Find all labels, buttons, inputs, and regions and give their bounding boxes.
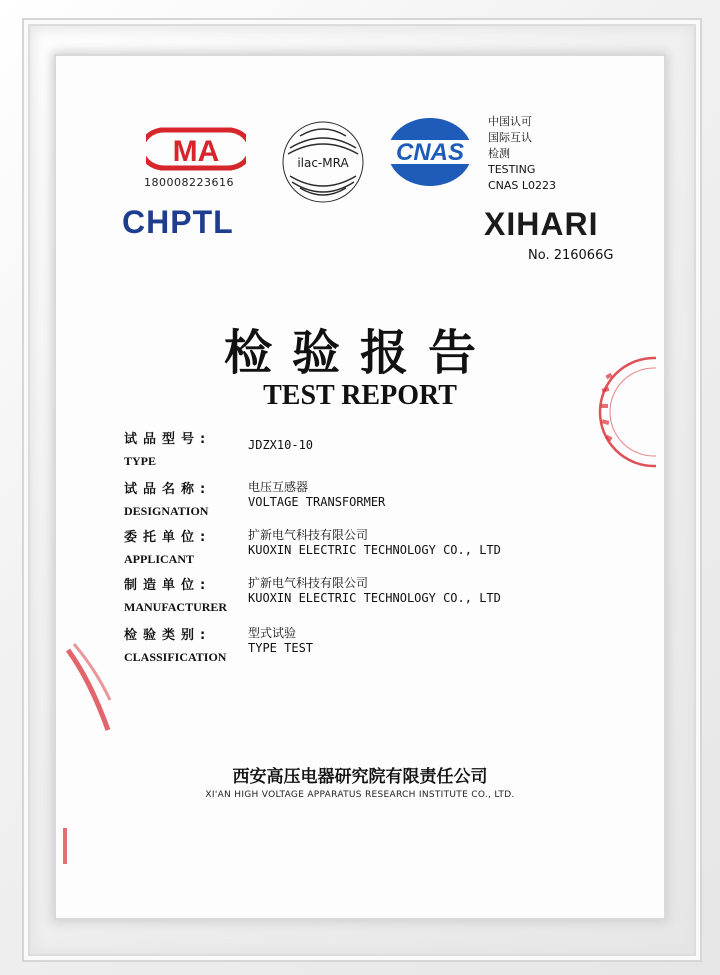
cnas-info-line: 国际互认	[488, 131, 532, 144]
institute-name-cn: 西安高压电器研究院有限责任公司	[232, 767, 488, 787]
red-seal-fragment-icon	[60, 640, 116, 740]
field-value-en: VOLTAGE TRANSFORMER	[248, 495, 386, 509]
field-label-cn: 制造单位:	[124, 578, 212, 593]
field-label-cn: 试品型号:	[124, 432, 212, 447]
field-value-cn: 型式试验	[248, 626, 297, 640]
field-label-cn: 检验类别:	[124, 628, 212, 643]
red-seal-fragment-icon	[58, 826, 72, 866]
field-label-en: CLASSIFICATION	[124, 650, 227, 664]
field-label-en: TYPE	[124, 454, 157, 468]
cnas-info-line: CNAS L0223	[488, 179, 557, 192]
report-number: No. 216066G	[528, 248, 614, 263]
field-value-cn: 扩新电气科技有限公司	[248, 576, 369, 590]
field-value-en: KUOXIN ELECTRIC TECHNOLOGY CO., LTD	[248, 591, 501, 605]
institute-name-en: XI'AN HIGH VOLTAGE APPARATUS RESEARCH INSTITUTE CO., LTD.	[205, 790, 515, 800]
field-applicant	[124, 526, 501, 566]
cnas-info-line: 检测	[488, 147, 510, 160]
field-value-cn: 电压互感器	[248, 480, 309, 494]
field-value-cn: JDZX10-10	[248, 438, 314, 452]
chptl-logo: CHPTL	[122, 204, 234, 240]
official-seal-stamp	[576, 352, 656, 472]
field-designation	[124, 478, 386, 518]
field-value-en: KUOXIN ELECTRIC TECHNOLOGY CO., LTD	[248, 543, 501, 557]
ilac-mra-text: ilac-MRA	[297, 156, 349, 170]
cnas-accreditation-info	[488, 114, 556, 194]
cnas-info-line: TESTING	[488, 163, 536, 176]
cma-logo	[146, 126, 246, 172]
report-cover	[56, 56, 664, 918]
cnas-logo	[384, 116, 476, 188]
field-label-cn: 试品名称:	[124, 482, 212, 497]
report-title-cn: 检验报告	[223, 325, 496, 381]
field-value-en: TYPE TEST	[248, 641, 314, 655]
field-label-en: APPLICANT	[124, 552, 195, 566]
cnas-logo-text: CNAS	[395, 139, 465, 166]
cma-number: 180008223616	[144, 176, 234, 189]
field-manufacturer	[124, 574, 501, 614]
field-label-en: DESIGNATION	[124, 504, 209, 518]
field-classification	[124, 624, 314, 664]
ilac-mra-logo	[278, 118, 368, 206]
cma-logo-text: MA	[172, 135, 220, 168]
field-type	[124, 428, 314, 468]
field-value-cn: 扩新电气科技有限公司	[248, 528, 369, 542]
cnas-info-line: 中国认可	[488, 115, 532, 128]
xihari-logo: XIHARI	[484, 206, 599, 242]
field-label-cn: 委托单位:	[124, 530, 212, 545]
field-label-en: MANUFACTURER	[124, 600, 228, 614]
report-title-en: TEST REPORT	[263, 380, 457, 411]
